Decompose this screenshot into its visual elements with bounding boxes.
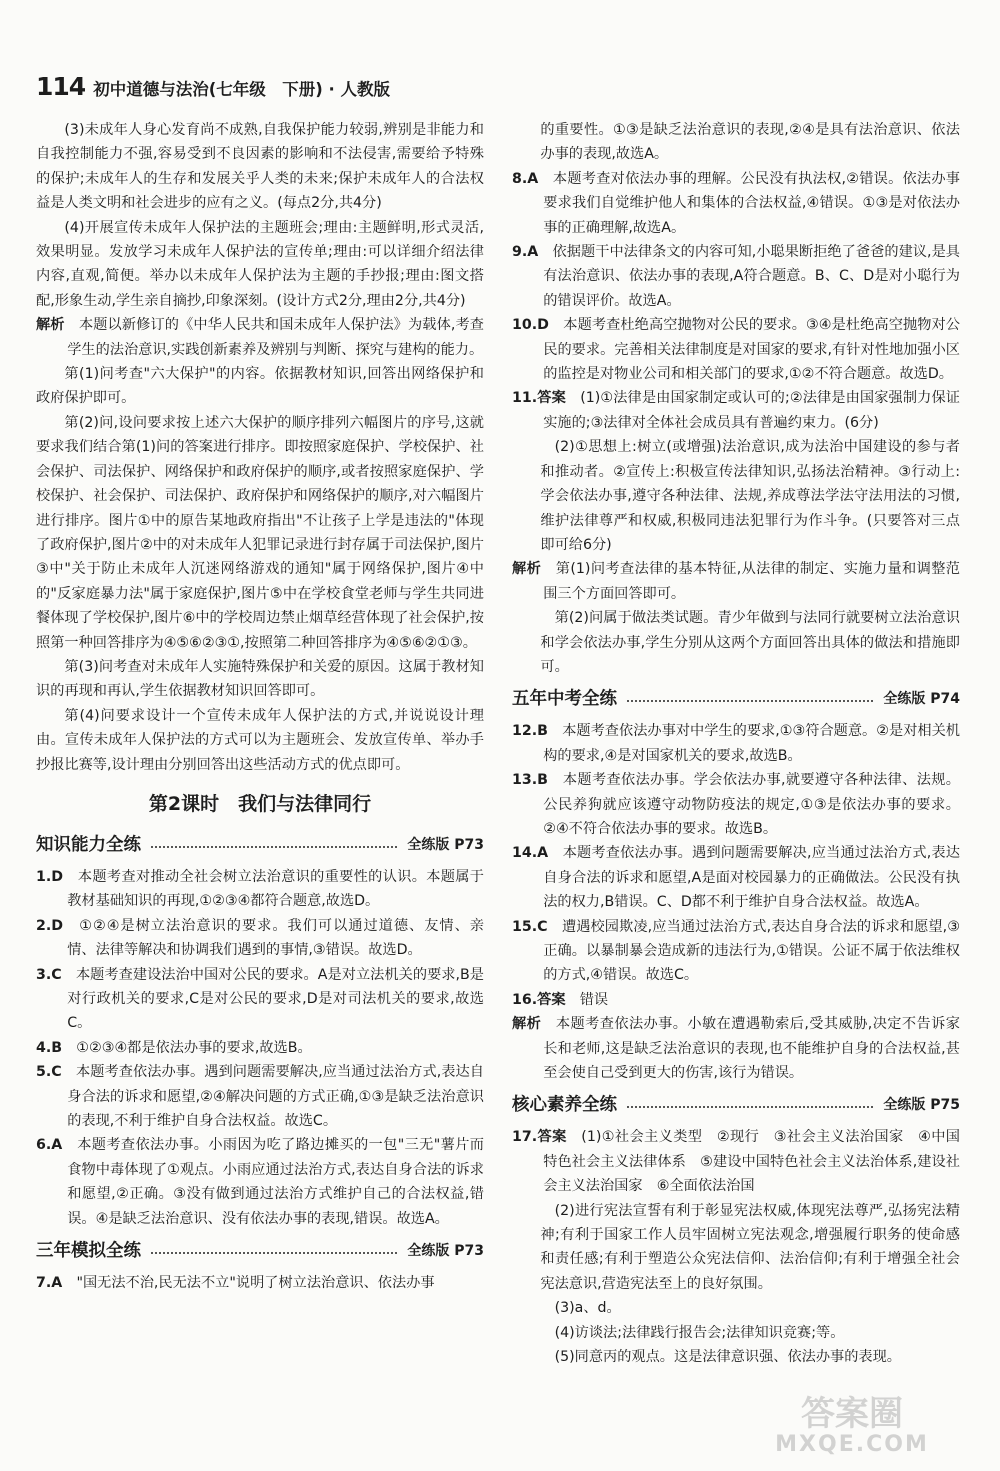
answer-item [36,963,484,1036]
answer-item [512,768,960,841]
analysis-q1: 第(1)问考查"六大保护"的内容。依据教材知识,回答出网络保护和政府保护即可。 [36,366,484,407]
left-column [36,118,484,1295]
answer-part-2: (2)①思想上:树立(或增强)法治意识,成为法治中国建设的参与者和推动者。②宣传上:积极宣传法律知识,弘扬法治精神。③行动上:学会依法办事,遵守各种法律、法规,养成尊法学法守法用法的习惯,维护法律尊严和权威,积极同违法犯罪行为作斗争。(只要答对三点即可给6分) [540,439,960,553]
answer-item [512,988,960,1012]
watermark-url: MXQE.COM [775,1432,929,1457]
analysis [36,313,484,362]
answer-item [512,915,960,988]
answer-item [36,1060,484,1133]
answer-part-4: (4)开展宣传未成年人保护法的主题班会;理由:主题鲜明,形式灵活,效果明显。发放学习未成年人保护法的宣传单;理由:可以详细介绍法律内容,直观,简便。举办以未成年人保护法为主题的手抄报;理由:图文搭配,形象生动,学生亲自摘抄,印象深刻。(设计方式2分,理由2分,共4分) [36,219,484,309]
analysis-label: 解析 [512,561,542,578]
answer-number: 8.A [512,170,539,187]
answer-text: (1)①法律是由国家制定或认可的;②法律是由国家强制力保证实施的;③法律对全体社会成员具有普遍约束力。(6分) [543,390,960,431]
section-title: 知识能力全练 [36,834,141,855]
answer-number: 3.C [36,966,62,983]
dotted-leader [627,700,873,702]
answer-number: 13.B [512,772,548,789]
watermark-brand: 答案圈 [801,1394,903,1434]
answer-item [512,167,960,240]
page-header [36,72,390,101]
page-number: 114 [36,72,86,101]
analysis-text: 本题以新修订的《中华人民共和国未成年人保护法》为载体,考查学生的法治意识,实践创新素养及辨别与判断、探究与建构的能力。 [67,317,484,358]
answer-number: 12.B [512,723,548,740]
answer-text: 遭遇校园欺凌,应当通过法治方式,表达自身合法的诉求和愿望,③正确。以暴制暴会造成新的违法行为,①错误。公证不属于依法维权的方式,④错误。故选C。 [543,918,960,984]
answer-item [36,1036,484,1060]
book-title: 初中道德与法治(七年级 下册) · 人教版 [93,80,391,99]
section-title: 五年中考全练 [512,689,617,710]
answer-text: 本题考查依法办事。小雨因为吃了路边摊买的一包"三无"薯片而食物中毒体现了①观点。小雨应通过法治方式,表达自身合法的诉求和愿望,②正确。③没有做到通过法治方式维护自己的合法权益,错误。④是缺乏法治意识、没有依法办事的表现,错误。故选A。 [67,1137,484,1227]
answer-part-3: (3)a、d。 [554,1300,621,1317]
section-ref: 全练版 P73 [407,836,484,853]
answer-text: 本题考查依法办事。遇到问题需要解决,应当通过法治方式,表达自身合法的诉求和愿望,A是面对校园暴力的正确做法。公民没有执法的权力,B错误。C、D都不利于维护自身合法权益。故选A。 [543,845,960,911]
answer-text: 本题考查依法办事。遇到问题需要解决,应当通过法治方式,表达自身合法的诉求和愿望,②④解决问题的方式正确,①③是缺乏法治意识的表现,不利于维护自身合法权益。故选C。 [67,1064,484,1130]
answer-text: 本题考查对依法办事的理解。公民没有执法权,②错误。依法办事要求我们自觉维护他人和集体的合法权益,④错误。①③是对依法办事的正确理解,故选A。 [543,170,960,236]
answer-item [512,386,960,435]
right-column [512,118,960,1370]
answer-number: 4.B [36,1039,63,1056]
answer-number: 6.A [36,1137,63,1154]
answer-text: "国无法不治,民无法不立"说明了树立法治意识、依法办事 [76,1275,435,1292]
answer-text: ①②④是树立法治意识的要求。我们可以通过道德、友情、亲情、法律等解决和协调我们遇到的事情,③错误。故选D。 [67,917,484,959]
dotted-leader [151,1252,397,1254]
answer-text: 本题考查对推动全社会树立法治意识的重要性的认识。本题属于教材基础知识的再现,①②③④都符合题意,故选D。 [67,868,484,910]
analysis-q4: 第(4)问要求设计一个宣传未成年人保护法的方式,并说说设计理由。宣传未成年人保护法的方式可以为主题班会、发放宣传单、举办手抄报比赛等,设计理由分别回答出这些活动方式的优点即可。 [36,707,484,773]
analysis-q3: 第(3)问考查对未成年人实施特殊保护和关爱的原因。这属于教材知识的再现和再认,学生依据教材知识回答即可。 [36,658,484,700]
section-header-three-year [36,1237,484,1265]
answer-number: 16.答案 [512,991,566,1008]
analysis-q2: 第(2)问,设问要求按上述六大保护的顺序排列六幅图片的序号,这就要求我们结合第(1)问的答案进行排序。即按照家庭保护、学校保护、社会保护、司法保护、网络保护和政府保护的顺序,或者按照家庭保护、学校保护、社会保护、司法保护、政府保护和网络保护的顺序,对六幅图片进行排序。图片①中的原告某地政府指出"不让孩子上学是违法的"体现了政府保护,图片②中的对未成年人犯罪记录进行封存属于司法保护,图片③中"关于防止未成年人沉迷网络游戏的通知"属于网络保护,图片④中的"反家庭暴力法"属于家庭保护,图片⑤中在学校食堂老师与学生共同进餐体现了学校保护,图片⑥中的学校周边禁止烟草经营体现了社会保护,按照第一种回答排序为④⑤⑥②③①,按照第二种回答排序为④⑤⑥②①③。 [36,414,484,651]
answer-number: 5.C [36,1064,62,1081]
answer-item [36,914,484,963]
section-header-knowledge [36,831,484,859]
section-title: 核心素养全练 [512,1095,617,1116]
section-header-core-literacy [512,1091,960,1119]
answer-number: 9.A [512,244,539,261]
answer-text: (1)①社会主义类型 ②现行 ③社会主义法治国家 ④中国特色社会主义法律体系 ⑤建设中国特色社会主义法治体系,建设社会主义法治国家 ⑥全面依法治国 [543,1129,960,1195]
answer-number: 2.D [36,917,64,934]
analysis-label: 解析 [512,1016,542,1033]
analysis-label: 解析 [36,317,65,334]
answer-number: 14.A [512,845,549,862]
answer-text: 本题考查杜绝高空抛物对公民的要求。③④是杜绝高空抛物对公民的要求。完善相关法律制度是对国家的要求,有针对性地加强小区的监控是对物业公司和相关部门的要求,①②不符合题意。故选D。 [543,317,960,383]
answer-number: 10.D [512,317,549,334]
section-ref: 全练版 P73 [407,1242,484,1259]
section-ref: 全练版 P74 [883,691,960,708]
analysis [512,1012,960,1085]
watermark-logo [742,1385,962,1457]
answer-text: 错误 [579,991,609,1008]
lesson-title: 第2课时 我们与法律同行 [148,792,372,815]
dotted-leader [151,846,397,848]
answer-text: 本题考查依法办事对中学生的要求,①③符合题意。②是对相关机构的要求,④是对国家机关的要求,故选B。 [543,723,960,764]
answer-number: 17.答案 [512,1129,567,1146]
answer-item [512,719,960,768]
answer-part-3: (3)未成年人身心发育尚不成熟,自我保护能力较弱,辨别是非能力和自我控制能力不强,容易受到不良因素的影响和不法侵害,需要给予特殊的保护;未成年人的生存和发展关乎人类的未来;保护未成年人的合法权益是人类文明和社会进步的应有之义。(每点2分,共4分) [36,122,484,212]
answer-part-5: (5)同意丙的观点。这是法律意识强、依法办事的表现。 [554,1349,901,1366]
answer-text: 本题考查建设法治中国对公民的要求。A是对立法机关的要求,B是对行政机关的要求,C是对公民的要求,D是对司法机关的要求,故选C。 [67,966,484,1032]
analysis-text: 本题考查依法办事。小敏在遭遇勒索后,受其威胁,决定不告诉家长和老师,这是缺乏法治意识的表现,也不能维护自身的合法权益,甚至会使自己受到更大的伤害,该行为错误。 [543,1016,960,1082]
answer-number: 11.答案 [512,390,566,407]
answer-number: 1.D [36,868,64,885]
section-ref: 全练版 P75 [883,1097,960,1114]
section-header-five-year [512,685,960,713]
answer-item [512,841,960,914]
section-title: 三年模拟全练 [36,1240,141,1261]
analysis-text: 第(1)问考查法律的基本特征,从法律的制定、实施力量和调整范围三个方面回答即可。 [543,561,960,602]
answer-part-4: (4)访谈法;法律践行报告会;法律知识竞赛;等。 [554,1324,845,1341]
answer-continuation: 的重要性。①③是缺乏法治意识的表现,②④是具有法治意识、依法办事的表现,故选A。 [540,122,960,163]
answer-part-2: (2)进行宪法宣誓有利于彰显宪法权威,体现宪法尊严,弘扬宪法精神;有利于国家工作人员牢固树立宪法观念,增强履行职务的使命感和责任感;有利于塑造公众宪法信仰、法治信仰;有利于增强全社会宪法意识,营造宪法至上的良好氛围。 [540,1202,960,1292]
analysis-q2: 第(2)问属于做法类试题。青少年做到与法同行就要树立法治意识和学会依法办事,学生分别从这两个方面回答出具体的做法和措施即可。 [540,610,960,675]
answer-number: 15.C [512,918,548,935]
answer-item [512,240,960,313]
answer-text: 依据题干中法律条文的内容可知,小聪果断拒绝了爸爸的建议,是具有法治意识、依法办事的表现,A符合题意。B、C、D是对小聪行为的错误评价。故选A。 [543,244,961,309]
answer-number: 7.A [36,1275,63,1292]
answer-text: 本题考查依法办事。学会依法办事,就要遵守各种法律、法规。公民养狗就应该遵守动物防疫法的规定,①③是依法办事的要求。②④不符合依法办事的要求。故选B。 [543,772,960,837]
answer-text: ①②③④都是依法办事的要求,故选B。 [76,1039,312,1056]
answer-item [36,1133,484,1231]
answer-item [512,1125,960,1198]
answer-item [36,865,484,914]
answer-item [512,313,960,386]
analysis [512,557,960,606]
dotted-leader [627,1106,873,1108]
answer-item [36,1271,484,1295]
